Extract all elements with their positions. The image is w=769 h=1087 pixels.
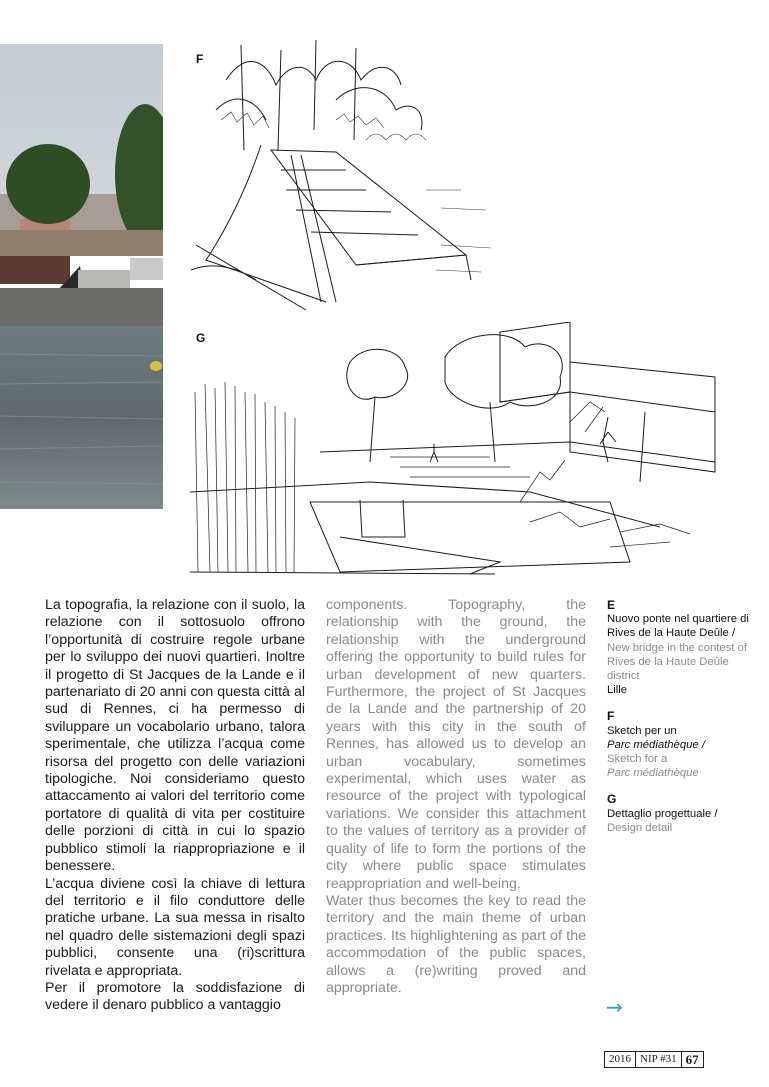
continue-arrow-icon: → <box>606 995 623 1019</box>
footer-year: 2016 <box>604 1051 636 1068</box>
caption-english: Design detail <box>607 821 673 834</box>
sketch-g-design-detail <box>190 322 720 580</box>
caption-e <box>607 598 757 697</box>
figure-letter-f: F <box>196 52 204 66</box>
caption-letter: G <box>607 792 617 807</box>
caption-g <box>607 792 757 835</box>
figure-letter-g: G <box>196 331 206 345</box>
sketch-f-canal-path <box>186 40 496 315</box>
body-text-english <box>326 597 586 997</box>
caption-italian: Dettaglio progettuale / <box>607 807 718 820</box>
caption-letter: F <box>607 709 615 724</box>
caption-english-title: Parc médiathèque <box>607 767 699 780</box>
caption-english: New bridge in the contest of Rives de la Haute Deûle district <box>607 641 748 683</box>
italian-paragraph: Per il promotore la soddisfazione di vedere il denaro pubblico a vantaggio <box>45 979 305 1014</box>
caption-italian: Sketch per un <box>607 724 677 737</box>
caption-place: Lille <box>607 684 628 697</box>
italian-paragraph: L’acqua diviene così la chiave di lettura del territorio e il filo conduttore delle pratiche urbane. La sua messa in risalto nel quadro delle sistemazioni degli spazi pubblici, consente una (ri)scrittura rivelata e appropriata. <box>45 875 305 979</box>
caption-italian: Nuovo ponte nel quartiere di Rives de la Haute Deûle / <box>607 613 749 640</box>
photo-bridge-canal <box>0 44 163 509</box>
italian-paragraph: La topografia, la relazione con il suolo, la relazione con il sottosuolo offrono l’opportunità di costruire regole urbane per lo sviluppo dei nuovi quartieri. Inoltre il progetto di St Jacques de la Lande e il partenariato di 20 anni con questa città al sud di Rennes, ci ha permesso di sviluppare un vocabolario urbano, talora sperimentale, che utilizza l’acqua come risorsa del progetto con delle variazioni tipologiche. Noi consideriamo questo attaccamento ai valori del territorio come portatore di qualità di vita per costituire delle porzioni di città in cui lo spazio pubblico stimoli la riappropriazione e il benessere. <box>45 597 305 875</box>
page-footer <box>604 1051 703 1068</box>
figure-captions <box>607 598 757 847</box>
caption-english: Sketch for a <box>607 753 668 766</box>
body-text-italian <box>45 597 305 1015</box>
footer-issue: NIP #31 <box>635 1051 682 1068</box>
caption-italian-title: Parc médiathèque / <box>607 738 705 751</box>
caption-f <box>607 709 757 780</box>
english-paragraph: components. Topography, the relationship with the ground, the relationship with the underground offering the opportunity to build rules for urban development of new quarters. Furthermore, the project of St Jacques de la Lande and the partnership of 20 years with this city in the south of Rennes, has allowed us to develop an urban vocabulary, sometimes experimental, which uses water as resource of the project with typological variations. We consider this attachment to the values of territory as a provider of quality of life to form the portions of the city where public space stimulates reappropriation and well-being. <box>326 597 586 892</box>
caption-letter: E <box>607 598 616 612</box>
page-number: 67 <box>681 1051 704 1068</box>
english-paragraph: Water thus becomes the key to read the territory and the main theme of urban practices. Its highlightening as part of the accommodation of the public spaces, allows a (re)writing proved and appropriate. <box>326 892 586 996</box>
